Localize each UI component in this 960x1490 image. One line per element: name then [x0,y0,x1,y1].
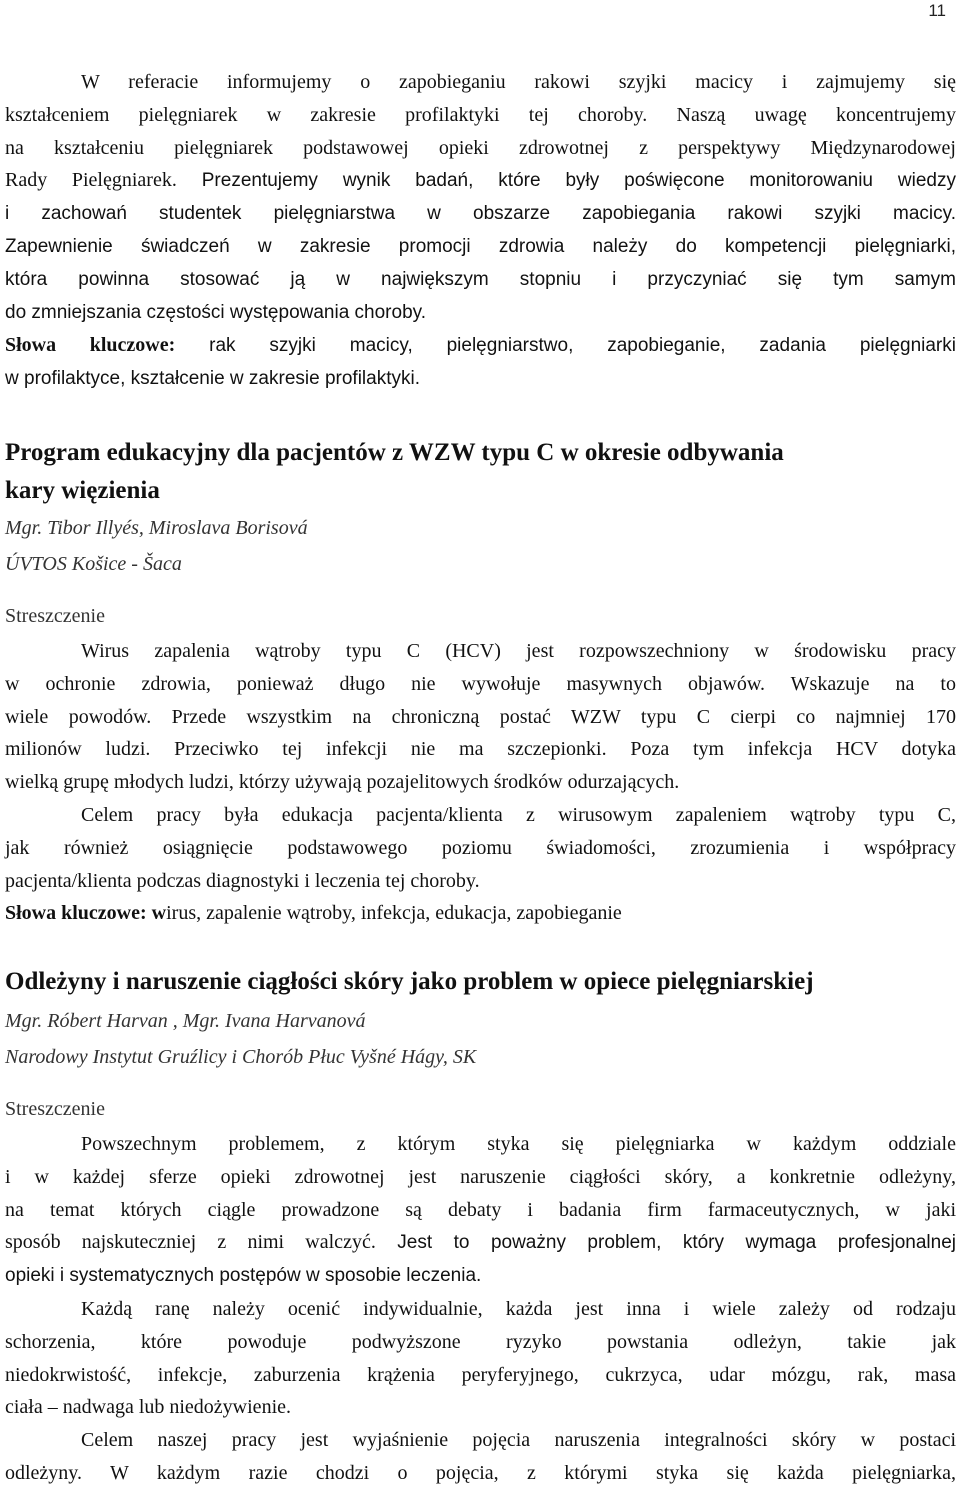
text-line: opieki i systematycznych postępów w sposobie leczenia. [5,1265,482,1287]
article-affiliation: ÚVTOS Košice - Šaca [5,553,182,575]
text-line: i w każdej sferze opieki zdrowotnej jest naruszenie ciągłości skóry, a konkretnie odleżyny, [5,1165,956,1188]
text-line: jak również osiągnięcie podstawowego poziomu świadomości, zrozumienia i współpracy [5,836,956,859]
text-line-mixed [5,164,956,198]
text-line: wielką grupę młodych ludzi, którzy używają pozajelitowych środków odurzających. [5,771,680,794]
keywords-line [5,897,956,930]
text-line: niedokrwistość, infekcje, zaburzenia krążenia peryferyjnego, cukrzyca, udar mózgu, rak, masa [5,1363,956,1386]
keywords-line: w profilaktyce, kształcenie w zakresie profilaktyki. [5,368,420,390]
title-line: kary więzienia [5,477,160,504]
text-line: w ochronie zdrowia, ponieważ długo nie wywołuje masywnych objawów. Wskazuje na to [5,672,956,695]
text-line: pacjenta/klienta podczas diagnostyki i leczenia tej choroby. [5,869,480,892]
text-fragment: sposób najskuteczniej z nimi walczyć. [5,1231,376,1254]
abstract-label: Streszczenie [5,1098,105,1120]
keywords-line [5,329,956,363]
text-line: Wirus zapalenia wątroby typu C (HCV) jest rozpowszechniony w środowisku pracy [81,640,956,662]
text-line: milionów ludzi. Przeciwko tej infekcji nie ma szczepionki. Poza tym infekcja HCV dotyka [5,738,956,761]
title-line: Program edukacyjny dla pacjentów z WZW typu C w okresie odbywania [5,439,784,466]
text-line: Powszechnym problemem, z którym styka się pielęgniarka w każdym oddziale [81,1133,956,1155]
text-line: do zmniejszania częstości występowania choroby. [5,301,427,323]
abstract-continuation [5,66,956,396]
article-affiliation: Narodowy Instytut Gruźlicy i Chorób Płuc Vyšné Hágy, SK [5,1046,477,1068]
article-pressure-ulcers [5,963,956,1490]
article-hcv [5,434,956,930]
article-authors: Mgr. Tibor Illyés, Miroslava Borisová [5,517,308,539]
text-line-mixed [5,1226,956,1260]
text-line: i zachowań studentek pielęgniarstwa w obszarze zapobiegania rakowi szyjki macicy. [5,203,956,225]
text-line: Zapewnienie świadczeń w zakresie promocji zdrowia należy do kompetencji pielęgniarki, [5,235,956,257]
text-line: która powinna stosować ją w największym stopniu i przyczyniać się tym samym [5,268,956,290]
abstract-paragraph [5,1128,956,1490]
text-line: W referacie informujemy o zapobieganiu rakowi szyjki macicy i zajmujemy się [81,71,956,93]
text-line: na kształceniu pielęgniarek podstawowej opieki zdrowotnej z perspektywy Międzynarodowej [5,136,956,159]
text-fragment: Jest to poważny problem, który wymaga profesjonalnej [375,1232,957,1254]
text-line: odleżyny. W każdym razie chodzi o pojęcia, z którymi styka się każda pielęgniarka, [5,1461,956,1484]
abstract-paragraph [5,635,956,930]
article-title: Odleżyny i naruszenie ciągłości skóry jako problem w opiece pielęgniarskiej [5,968,814,995]
text-line: na temat których ciągle prowadzone są debaty i badania firm farmaceutycznych, w jaki [5,1198,956,1221]
text-line: wiele powodów. Przede wszystkim na chroniczną postać WZW typu C cierpi co najmniej 170 [5,705,956,728]
text-line: schorzenia, które powoduje podwyższone ryzyko powstania odleżyn, takie jak [5,1330,956,1353]
text-line: Każdą ranę należy ocenić indywidualnie, każda jest inna i wiele zależy od rodzaju [81,1297,956,1320]
text-line: ciała – nadwaga lub niedożywienie. [5,1396,291,1419]
text-fragment: Prezentujemy wynik badań, które były poświęcone monitorowaniu wiedzy [176,170,956,192]
page-number: 11 [928,1,946,20]
keywords-text: irus, zapalenie wątroby, infekcja, edukacja, zapobieganie [166,902,622,925]
text-line: Celem pracy była edukacja pacjenta/klienta z wirusowym zapaleniem wątroby typu C, [81,803,956,826]
keywords-text: rak szyjki macicy, pielęgniarstwo, zapobieganie, zadania pielęgniarki [175,335,956,357]
keywords-label: Słowa kluczowe: w [5,902,167,925]
text-line: Celem naszej pracy jest wyjaśnienie pojęcia naruszenia integralności skóry w postaci [81,1429,956,1452]
article-authors: Mgr. Róbert Harvan , Mgr. Ivana Harvanová [5,1010,366,1032]
text-fragment: Rady Pielęgniarek. [5,169,177,192]
text-line: kształceniem pielęgniarek w zakresie profilaktyki tej choroby. Naszą uwagę koncentrujemy [5,103,956,126]
keywords-label: Słowa kluczowe: [5,334,176,357]
article-title [5,434,956,510]
abstract-label: Streszczenie [5,605,105,627]
